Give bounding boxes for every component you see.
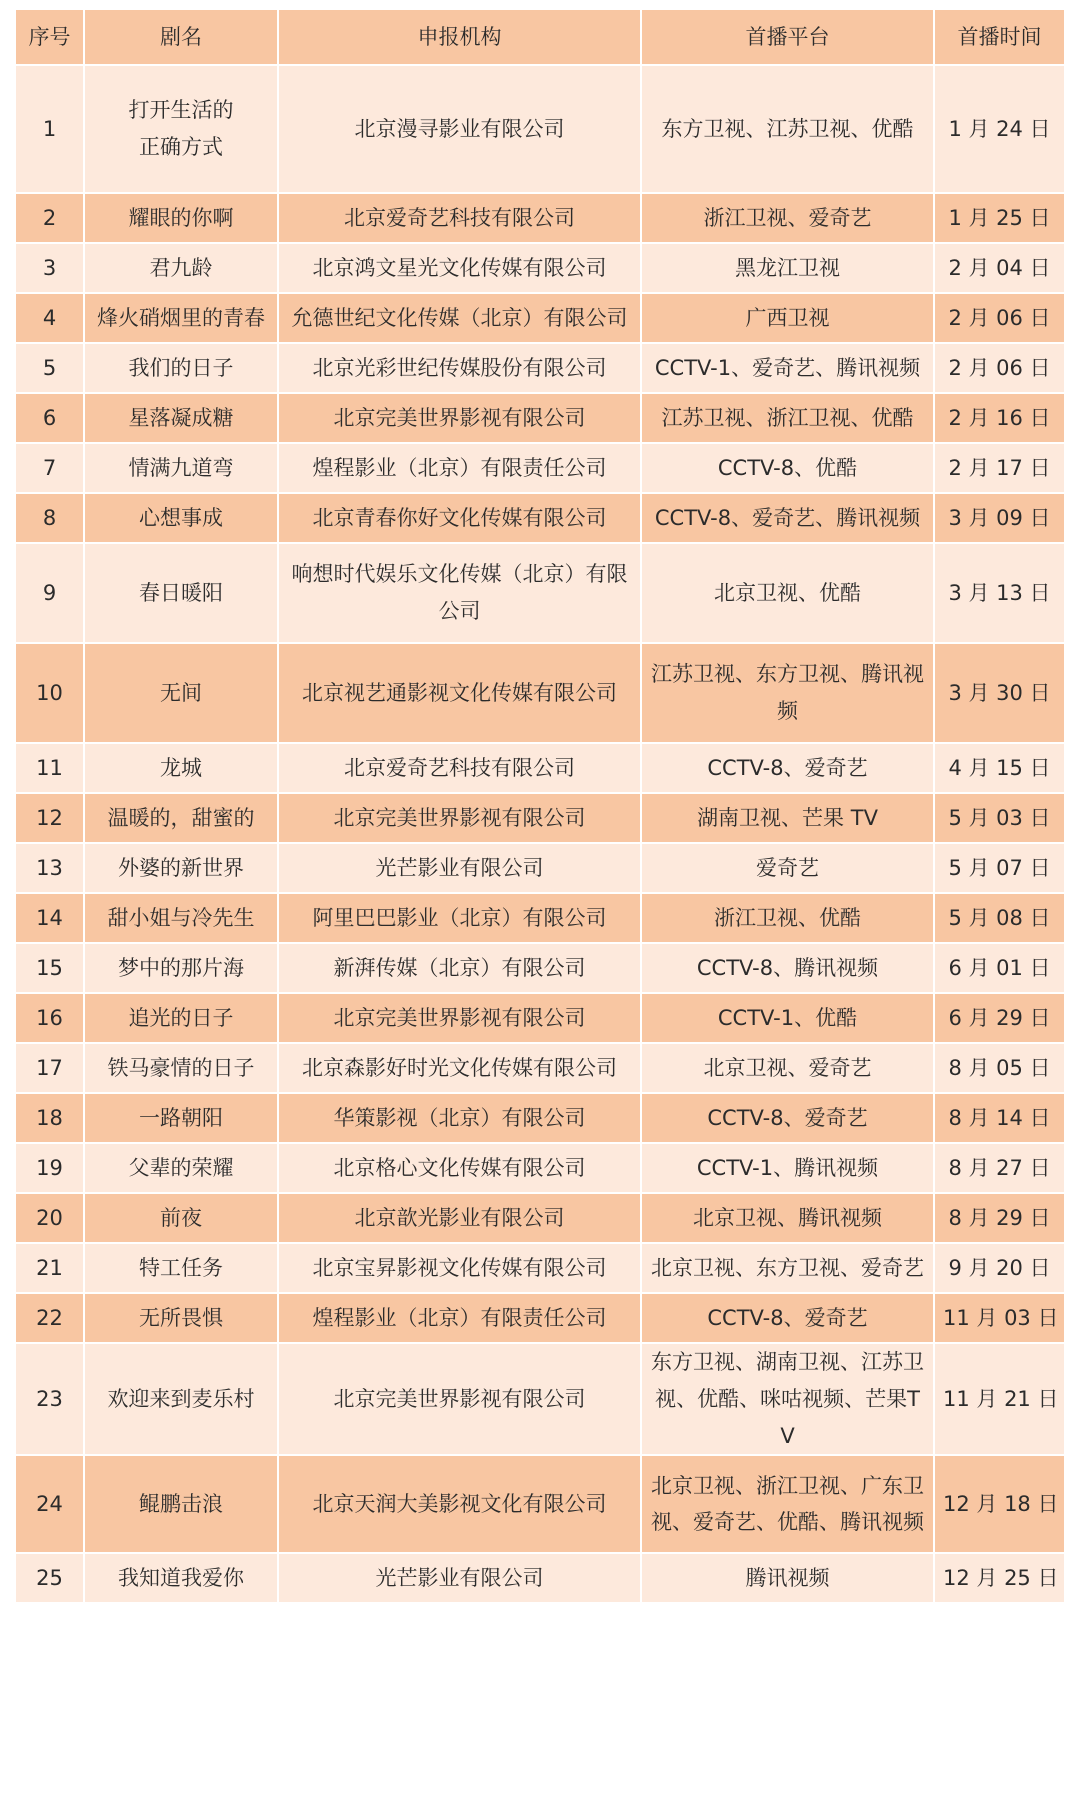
table-row (16, 244, 1064, 292)
cell-index: 4 (16, 294, 83, 342)
cell-index: 14 (16, 894, 83, 942)
cell-index: 17 (16, 1044, 83, 1092)
cell-title: 君九龄 (85, 244, 277, 292)
table-row (16, 194, 1064, 242)
cell-index: 18 (16, 1094, 83, 1142)
cell-platform: 浙江卫视、爱奇艺 (642, 194, 933, 242)
cell-date: 3 月 13 日 (935, 544, 1064, 642)
table-row (16, 944, 1064, 992)
cell-title: 前夜 (85, 1194, 277, 1242)
cell-platform: CCTV-8、爱奇艺、腾讯视频 (642, 494, 933, 542)
cell-platform: 北京卫视、优酷 (642, 544, 933, 642)
cell-index: 13 (16, 844, 83, 892)
table-row (16, 1194, 1064, 1242)
cell-title: 耀眼的你啊 (85, 194, 277, 242)
table-row (16, 344, 1064, 392)
cell-platform: 北京卫视、浙江卫视、广东卫视、爱奇艺、优酷、腾讯视频 (642, 1456, 933, 1552)
cell-organization: 新湃传媒（北京）有限公司 (279, 944, 640, 992)
table-row (16, 1244, 1064, 1292)
cell-organization: 北京天润大美影视文化有限公司 (279, 1456, 640, 1552)
cell-date: 4 月 15 日 (935, 744, 1064, 792)
cell-index: 22 (16, 1294, 83, 1342)
cell-organization: 光芒影业有限公司 (279, 1554, 640, 1602)
cell-date: 8 月 14 日 (935, 1094, 1064, 1142)
cell-index: 24 (16, 1456, 83, 1552)
cell-organization: 北京青春你好文化传媒有限公司 (279, 494, 640, 542)
cell-date: 2 月 04 日 (935, 244, 1064, 292)
cell-date: 5 月 07 日 (935, 844, 1064, 892)
cell-date: 5 月 08 日 (935, 894, 1064, 942)
table-row (16, 744, 1064, 792)
cell-date: 6 月 01 日 (935, 944, 1064, 992)
cell-index: 6 (16, 394, 83, 442)
cell-title: 外婆的新世界 (85, 844, 277, 892)
cell-index: 3 (16, 244, 83, 292)
header-organization: 申报机构 (279, 10, 640, 64)
cell-organization: 北京完美世界影视有限公司 (279, 794, 640, 842)
cell-organization: 北京歆光影业有限公司 (279, 1194, 640, 1242)
cell-organization: 北京森影好时光文化传媒有限公司 (279, 1044, 640, 1092)
cell-organization: 北京爱奇艺科技有限公司 (279, 194, 640, 242)
cell-platform: CCTV-8、爱奇艺 (642, 744, 933, 792)
table-row (16, 994, 1064, 1042)
cell-title: 温暖的，甜蜜的 (85, 794, 277, 842)
cell-date: 3 月 30 日 (935, 644, 1064, 742)
cell-platform: CCTV-8、爱奇艺 (642, 1094, 933, 1142)
cell-title: 无间 (85, 644, 277, 742)
cell-organization: 北京漫寻影业有限公司 (279, 66, 640, 192)
cell-platform: CCTV-1、爱奇艺、腾讯视频 (642, 344, 933, 392)
cell-platform: 浙江卫视、优酷 (642, 894, 933, 942)
cell-platform: 黑龙江卫视 (642, 244, 933, 292)
table-row (16, 294, 1064, 342)
header-index: 序号 (16, 10, 83, 64)
cell-platform: 北京卫视、爱奇艺 (642, 1044, 933, 1092)
cell-date: 1 月 25 日 (935, 194, 1064, 242)
cell-date: 11 月 21 日 (935, 1344, 1064, 1454)
cell-index: 10 (16, 644, 83, 742)
cell-index: 25 (16, 1554, 83, 1602)
cell-date: 2 月 16 日 (935, 394, 1064, 442)
cell-platform: CCTV-1、优酷 (642, 994, 933, 1042)
cell-title: 父辈的荣耀 (85, 1144, 277, 1192)
cell-date: 11 月 03 日 (935, 1294, 1064, 1342)
cell-platform: 爱奇艺 (642, 844, 933, 892)
cell-date: 9 月 20 日 (935, 1244, 1064, 1292)
cell-title: 铁马豪情的日子 (85, 1044, 277, 1092)
table-row (16, 1094, 1064, 1142)
cell-title: 打开生活的 正确方式 (85, 66, 277, 192)
cell-title: 春日暖阳 (85, 544, 277, 642)
cell-index: 7 (16, 444, 83, 492)
drama-table (14, 8, 1066, 1604)
cell-index: 21 (16, 1244, 83, 1292)
cell-date: 12 月 18 日 (935, 1456, 1064, 1552)
cell-date: 3 月 09 日 (935, 494, 1064, 542)
cell-organization: 北京格心文化传媒有限公司 (279, 1144, 640, 1192)
cell-organization: 北京鸿文星光文化传媒有限公司 (279, 244, 640, 292)
cell-organization: 北京完美世界影视有限公司 (279, 1344, 640, 1454)
cell-platform: 腾讯视频 (642, 1554, 933, 1602)
header-date: 首播时间 (935, 10, 1064, 64)
drama-table-container (14, 8, 1066, 1604)
table-row (16, 394, 1064, 442)
table-row (16, 444, 1064, 492)
cell-index: 11 (16, 744, 83, 792)
cell-organization: 北京宝昇影视文化传媒有限公司 (279, 1244, 640, 1292)
cell-date: 2 月 06 日 (935, 344, 1064, 392)
cell-title: 无所畏惧 (85, 1294, 277, 1342)
cell-organization: 阿里巴巴影业（北京）有限公司 (279, 894, 640, 942)
cell-date: 2 月 06 日 (935, 294, 1064, 342)
cell-date: 12 月 25 日 (935, 1554, 1064, 1602)
cell-title: 情满九道弯 (85, 444, 277, 492)
table-row (16, 1554, 1064, 1602)
cell-index: 9 (16, 544, 83, 642)
cell-organization: 煌程影业（北京）有限责任公司 (279, 444, 640, 492)
cell-title: 特工任务 (85, 1244, 277, 1292)
cell-date: 2 月 17 日 (935, 444, 1064, 492)
cell-index: 8 (16, 494, 83, 542)
cell-title: 烽火硝烟里的青春 (85, 294, 277, 342)
cell-organization: 北京视艺通影视文化传媒有限公司 (279, 644, 640, 742)
cell-organization: 北京完美世界影视有限公司 (279, 394, 640, 442)
cell-organization: 华策影视（北京）有限公司 (279, 1094, 640, 1142)
cell-date: 8 月 27 日 (935, 1144, 1064, 1192)
cell-platform: 广西卫视 (642, 294, 933, 342)
cell-title: 梦中的那片海 (85, 944, 277, 992)
cell-title: 龙城 (85, 744, 277, 792)
cell-organization: 北京爱奇艺科技有限公司 (279, 744, 640, 792)
cell-index: 2 (16, 194, 83, 242)
cell-platform: 北京卫视、腾讯视频 (642, 1194, 933, 1242)
cell-platform: CCTV-1、腾讯视频 (642, 1144, 933, 1192)
table-row (16, 894, 1064, 942)
cell-platform: 东方卫视、江苏卫视、优酷 (642, 66, 933, 192)
cell-organization: 光芒影业有限公司 (279, 844, 640, 892)
cell-date: 5 月 03 日 (935, 794, 1064, 842)
cell-index: 19 (16, 1144, 83, 1192)
cell-date: 8 月 29 日 (935, 1194, 1064, 1242)
cell-title: 我知道我爱你 (85, 1554, 277, 1602)
cell-platform: CCTV-8、腾讯视频 (642, 944, 933, 992)
cell-platform: CCTV-8、优酷 (642, 444, 933, 492)
cell-organization: 允德世纪文化传媒（北京）有限公司 (279, 294, 640, 342)
cell-platform: 江苏卫视、浙江卫视、优酷 (642, 394, 933, 442)
cell-index: 20 (16, 1194, 83, 1242)
cell-platform: 东方卫视、湖南卫视、江苏卫视、优酷、咪咕视频、芒果TV (642, 1344, 933, 1454)
table-row (16, 1456, 1064, 1552)
header-row (16, 10, 1064, 64)
cell-title: 一路朝阳 (85, 1094, 277, 1142)
header-platform: 首播平台 (642, 10, 933, 64)
table-row (16, 1144, 1064, 1192)
table-row (16, 1044, 1064, 1092)
cell-date: 8 月 05 日 (935, 1044, 1064, 1092)
cell-title: 鲲鹏击浪 (85, 1456, 277, 1552)
cell-organization: 北京完美世界影视有限公司 (279, 994, 640, 1042)
table-row (16, 66, 1064, 192)
cell-organization: 北京光彩世纪传媒股份有限公司 (279, 344, 640, 392)
cell-index: 5 (16, 344, 83, 392)
cell-organization: 响想时代娱乐文化传媒（北京）有限公司 (279, 544, 640, 642)
cell-index: 16 (16, 994, 83, 1042)
cell-index: 15 (16, 944, 83, 992)
table-row (16, 794, 1064, 842)
table-row (16, 1344, 1064, 1454)
cell-title: 追光的日子 (85, 994, 277, 1042)
cell-title: 心想事成 (85, 494, 277, 542)
table-row (16, 544, 1064, 642)
cell-index: 23 (16, 1344, 83, 1454)
table-row (16, 844, 1064, 892)
cell-title: 甜小姐与冷先生 (85, 894, 277, 942)
cell-platform: 江苏卫视、东方卫视、腾讯视频 (642, 644, 933, 742)
table-row (16, 494, 1064, 542)
cell-index: 12 (16, 794, 83, 842)
cell-title: 我们的日子 (85, 344, 277, 392)
cell-platform: 北京卫视、东方卫视、爱奇艺 (642, 1244, 933, 1292)
cell-title: 欢迎来到麦乐村 (85, 1344, 277, 1454)
cell-title: 星落凝成糖 (85, 394, 277, 442)
header-title: 剧名 (85, 10, 277, 64)
cell-platform: CCTV-8、爱奇艺 (642, 1294, 933, 1342)
cell-date: 1 月 24 日 (935, 66, 1064, 192)
cell-date: 6 月 29 日 (935, 994, 1064, 1042)
table-row (16, 644, 1064, 742)
table-row (16, 1294, 1064, 1342)
cell-index: 1 (16, 66, 83, 192)
cell-platform: 湖南卫视、芒果 TV (642, 794, 933, 842)
cell-organization: 煌程影业（北京）有限责任公司 (279, 1294, 640, 1342)
